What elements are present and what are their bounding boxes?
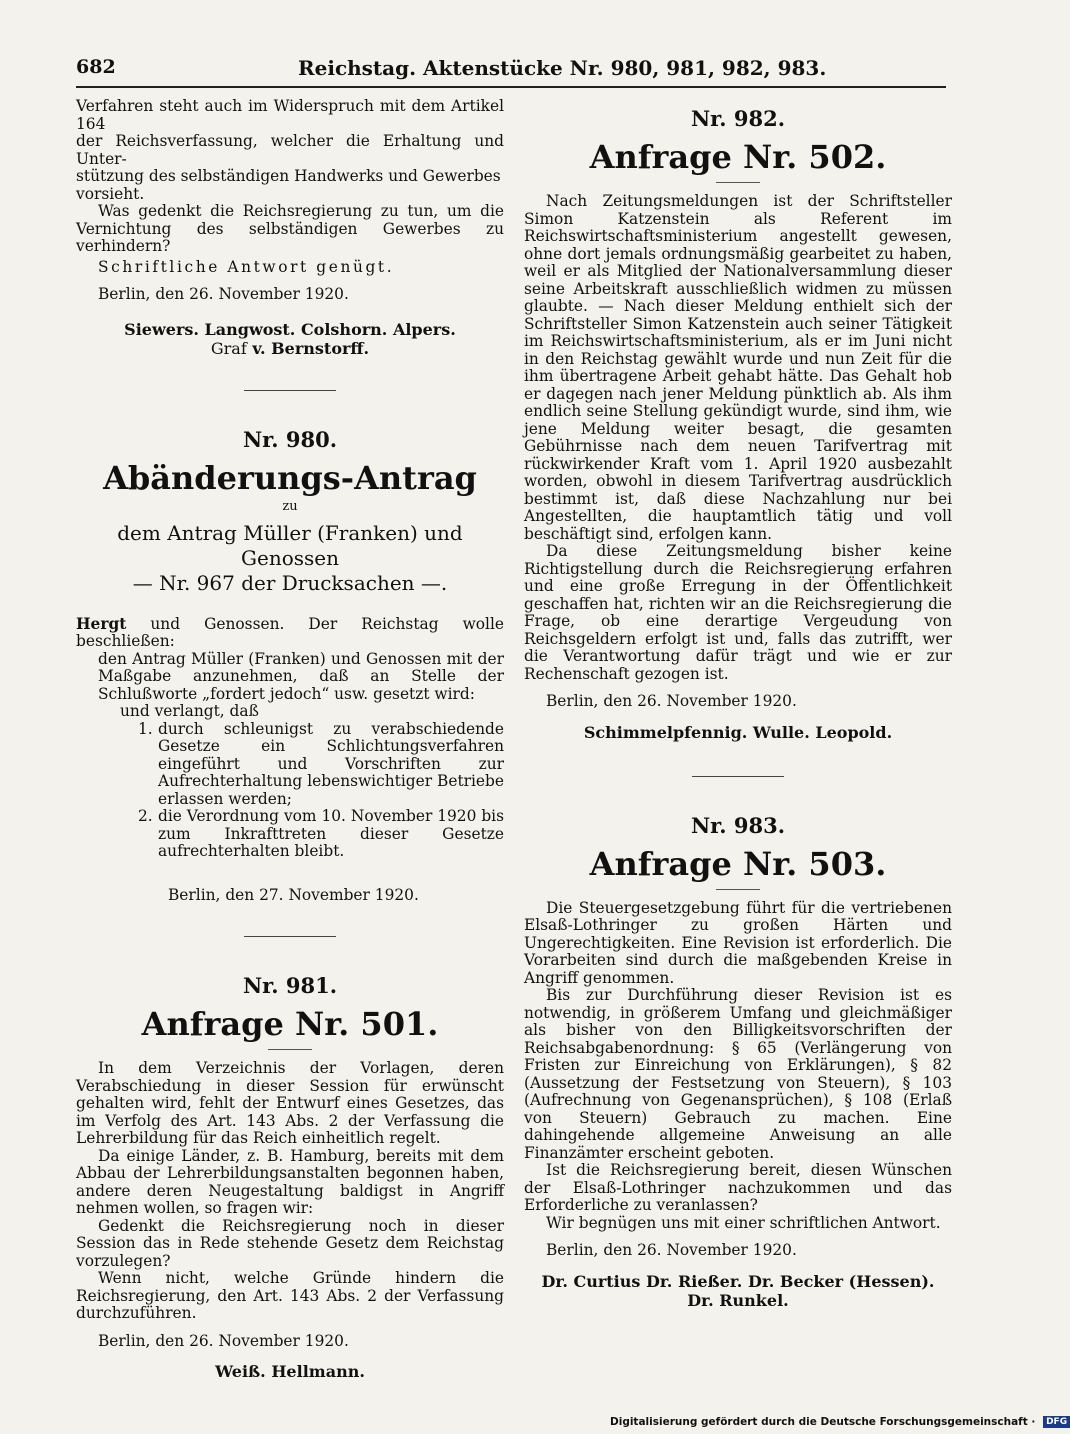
motion-und-verlangt: und verlangt, daß xyxy=(120,702,259,720)
body-paragraph: Da diese Zeitungsmeldung bisher keine Richtigstellung durch die Reichsregierung erfahren und eine große Erregung in der Öffentlichkeit geschaffen hat, richten wir an die Reichsregierung die Frage, ob eine derartige Vergeudung von Reichsgeldern erfolgt ist und, falls das zutrifft, wer die Verantwortung dafür trägt und wie er zur Rechenschaft gezogen ist. xyxy=(524,542,952,683)
list-item xyxy=(138,808,504,861)
date-line: Berlin, den 26. November 1920. xyxy=(546,692,797,710)
running-head: Reichstag. Aktenstücke Nr. 980, 981, 982, 983. xyxy=(298,56,827,80)
signature-title: Graf xyxy=(210,338,247,358)
body-paragraph: Gedenkt die Reichsregierung noch in dieser Session das in Rede stehende Gesetz dem Reichstag vorzulegen? xyxy=(76,1216,504,1270)
date-line: Berlin, den 26. November 1920. xyxy=(98,1331,349,1350)
body-paragraph: Bis zur Durchführung dieser Revision ist es notwendig, in größerem Umfang und gleichmäßiger als bisher von den Billigkeitsvorschriften der Reichsabgabenordnung: § 65 (Verlängerung von Fristen zur Einreichung von Erklärungen), § 82 (Aussetzung der Festsetzung von Steuern), § 103 (Aufrechnung von Gegenansprüchen), § 108 (Erlaß von Steuern) Gebrauch zu machen. Eine dahingehende allgemeine Anweisung an alle Finanzämter erscheint geboten. xyxy=(524,986,952,1162)
title-rule xyxy=(716,889,760,890)
section-title: Anfrage Nr. 502. xyxy=(589,138,887,176)
motion-intro-text: und Genossen. Der Reichstag wolle beschließen: xyxy=(76,614,504,650)
section-subtitle: — Nr. 967 der Drucksachen —. xyxy=(132,570,448,595)
question-paragraph: Was gedenkt die Reichsregierung zu tun, um die Vernichtung des selbständigen Gewerbes zu verhindern? xyxy=(76,202,504,255)
signature-name: v. Bernstorff. xyxy=(252,338,370,358)
signatures xyxy=(76,320,504,358)
section-980 xyxy=(76,427,504,905)
digitization-footer xyxy=(610,1416,1070,1428)
list-number: 1. xyxy=(138,719,153,738)
signatures: Weiß. Hellmann. xyxy=(215,1362,365,1381)
section-title: Anfrage Nr. 501. xyxy=(141,1005,439,1043)
body-paragraph: Nach Zeitungsmeldungen ist der Schriftsteller Simon Katzenstein als Referent im Reichswirtschaftsministerium angestellt gewesen, ohne dort jemals ordnungsmäßig gearbeitet zu haben, weil er als Mitglied der Nationalversammlung dieser seine Arbeitskraft ausschließlich widmen zu müssen glaubte. — Nach dieser Meldung enthielt sich der Schriftsteller Simon Katzenstein auch seiner Tätigkeit im Reichswirtschaftsministerium, als er im Juni nicht in den Reichstag gewählt wurde und nun Zeit für die ihm übertragene Arbeit gehabt hätte. Das Gehalt hob er dagegen nach jener Meldung pünktlich ab. Als ihm endlich seine Stellung gekündigt wurde, sind ihm, wie jene Meldung weiter besagt, die gesamten Gebührnisse nach dem neuen Tarifvertrag mit rückwirkender Kraft vom 1. April 1920 ausbezahlt worden, obwohl in diesem Tarifvertrag ausdrücklich bestimmt ist, daß diese Nachzahlung nur bei Angestellten, die hauptamtlich tätig und voll beschäftigt sind, erfolgen kann. xyxy=(524,192,952,543)
motion-intro xyxy=(76,616,504,651)
body-paragraph: Wir begnügen uns mit einer schriftlichen Antwort. xyxy=(546,1213,941,1232)
section-982 xyxy=(524,106,952,742)
signatures xyxy=(524,1272,952,1310)
body-paragraph: Ist die Reichsregierung bereit, diesen Wünschen der Elsaß-Lothringer nachzukommen und das Erforderliche zu veranlassen? xyxy=(524,1161,952,1214)
body-paragraph: Wenn nicht, welche Gründe hindern die Reichsregierung, den Art. 143 Abs. 2 der Verfassung durchzuführen. xyxy=(76,1269,504,1322)
list-text: durch schleunigst zu verabschiedende Gesetze ein Schlichtungsverfahren eingeführt und Vorschriften zur Aufrechterhaltung lebenswichtiger Betriebe erlassen werden; xyxy=(158,719,504,808)
section-subtitle: dem Antrag Müller (Franken) und Genossen xyxy=(117,520,463,570)
body-paragraph: Da einige Länder, z. B. Hamburg, bereits mit dem Abbau der Lehrerbildungsanstalten begonnen haben, andere deren Neugestaltung baldigst in Angriff nehmen wollen, so fragen wir: xyxy=(76,1146,504,1217)
page-header xyxy=(76,56,946,88)
section-divider xyxy=(244,390,336,391)
list-number: 2. xyxy=(138,807,153,825)
motion-list xyxy=(138,721,504,861)
section-title: Anfrage Nr. 503. xyxy=(589,844,887,883)
page-number: 682 xyxy=(76,56,116,78)
section-983 xyxy=(524,813,952,1310)
motion-author: Hergt xyxy=(76,614,127,633)
left-column xyxy=(76,98,504,1381)
date-line: Berlin, den 26. November 1920. xyxy=(546,1241,797,1259)
title-rule xyxy=(268,1049,312,1050)
intro-line: der Reichsverfassung, welcher die Erhaltung und Unter- xyxy=(76,132,504,168)
section-number: Nr. 983. xyxy=(690,812,786,838)
motion-body: den Antrag Müller (Franken) und Genossen mit der Maßgabe anzunehmen, daß an Stelle der Schlußworte „fordert jedoch“ usw. gesetzt wird: xyxy=(98,649,504,703)
footer-text: Digitalisierung gefördert durch die Deutsche Forschungsgemeinschaft · xyxy=(610,1416,1036,1428)
section-zu: zu xyxy=(282,498,298,514)
section-number: Nr. 980. xyxy=(242,426,338,452)
dfg-logo-icon: DFG xyxy=(1043,1416,1070,1428)
list-text: die Verordnung vom 10. November 1920 bis zum Inkrafttreten dieser Gesetze aufrechterhalten bleibt. xyxy=(158,807,504,860)
section-number: Nr. 982. xyxy=(690,106,786,131)
intro-line: vorsieht. xyxy=(76,184,145,203)
signatures: Schimmelpfennig. Wulle. Leopold. xyxy=(583,722,893,742)
intro-line: stützung des selbständigen Handwerks und Gewerbes xyxy=(76,167,501,185)
signature-line: Siewers. Langwost. Colshorn. Alpers. xyxy=(124,319,456,339)
signature-line: Dr. Curtius Dr. Rießer. Dr. Becker (Hessen). xyxy=(541,1271,935,1291)
body-paragraph: Die Steuergesetzgebung führt für die vertriebenen Elsaß-Lothringer zu großen Härten und Ungerechtigkeiten. Eine Revision ist erforderlich. Die Vorarbeiten sind durch die maßgebenden Kreise in Angriff genommen. xyxy=(524,898,952,987)
intro-text xyxy=(76,98,504,203)
date-line: Berlin, den 27. November 1920. xyxy=(168,885,419,904)
section-number: Nr. 981. xyxy=(242,973,338,998)
section-divider xyxy=(692,776,784,777)
intro-line: Verfahren steht auch im Widerspruch mit dem Artikel 164 xyxy=(76,97,504,133)
date-line: Berlin, den 26. November 1920. xyxy=(98,285,349,303)
body-paragraph: In dem Verzeichnis der Vorlagen, deren Verabschiedung in dieser Session für erwünscht gehalten wird, fehlt der Entwurf eines Gesetzes, das im Verfolg des Art. 143 Abs. 2 der Verfassung die Lehrerbildung für das Reich einheitlich regelt. xyxy=(76,1059,504,1147)
section-title: Abänderungs-Antrag xyxy=(103,458,477,497)
right-column xyxy=(524,98,952,1310)
written-answer-note: Schriftliche Antwort genügt. xyxy=(98,257,395,276)
section-981 xyxy=(76,973,504,1381)
title-rule xyxy=(716,182,760,183)
signature-line xyxy=(76,339,504,358)
signature-line: Dr. Runkel. xyxy=(687,1290,789,1310)
section-divider xyxy=(244,936,336,937)
list-item xyxy=(138,721,504,809)
